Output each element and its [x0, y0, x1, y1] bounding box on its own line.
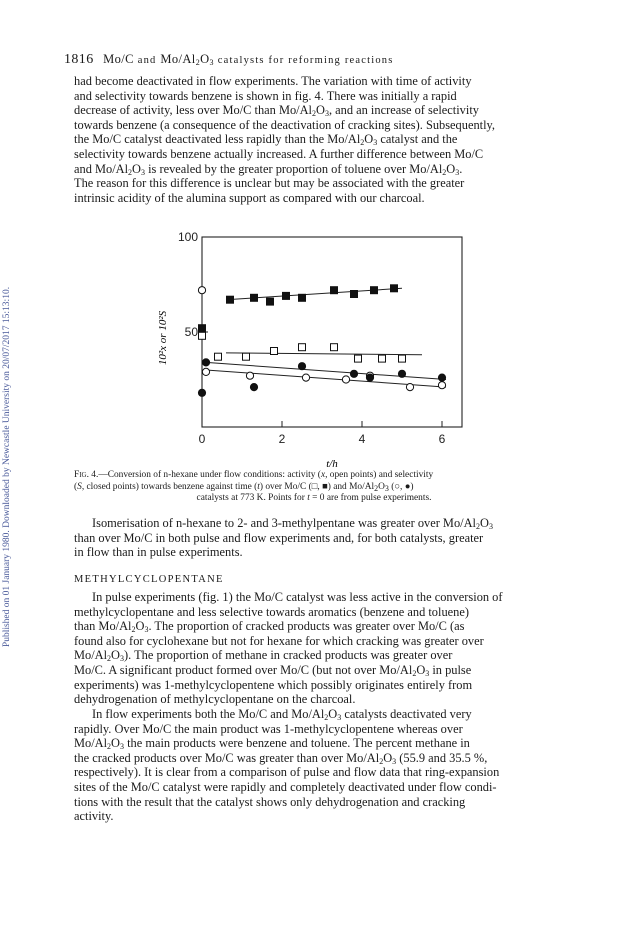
open-square-point: [331, 344, 338, 351]
paragraph-flow-deactivation: had become deactivated in flow experiments. The variation with time of activity and selectivity towards benzene is shown in fig. 4. There was initially a rapid decrease of activity, less over Mo/C than $Mo/Al_2O_3$, and an increase of selectivity towards benzene (a consequence of the deactivation of cracking sites). Subsequently, the Mo/C catalyst deactivated less rapidly than the $Mo/Al_2O_3$ catalyst and the selectivity towards benzene actually increased. A further difference between Mo/C and $Mo/Al_2O_3$ is revealed by the greater proportion of toluene over $Mo/Al_2O_3$. The reason for this difference is unclear but may be associated with the greater intrinsic acidity of the alumina support as compared with our charcoal.: [74, 74, 496, 205]
filled-circle-point: [202, 359, 209, 366]
x-tick-label: 6: [438, 432, 446, 446]
y-tick-label: 100: [177, 230, 198, 244]
x-tick-label: 0: [198, 432, 206, 446]
plot-frame: [202, 237, 462, 427]
page-number: 1816: [64, 52, 94, 67]
open-square-point: [355, 355, 362, 362]
paragraph-flow-experiments: In flow experiments both the Mo/C and $Mo/Al_2O_3$ catalysts deactivated very rapidly. Over Mo/C the main product was 1-methylcyclopentene whereas over $Mo/Al_2O_3$ the main products were benzene and toluene. The percent methane in the cracked products over Mo/C was greater than over $Mo/Al_2O_3$ (55.9 and 35.5 %, respectively). It is clear from a comparison of pulse and flow data that ring-expansion sites of the Mo/C catalyst were rapidly and completely deactivated under flow condi- tions with the result that the catalyst shows only dehydrogenation and cracking activity.: [74, 707, 500, 824]
open-square-point: [243, 353, 250, 360]
open-circle-point: [246, 372, 253, 379]
filled-square-point: [283, 292, 290, 299]
open-square-point: [215, 353, 222, 360]
trend-line: [226, 353, 422, 355]
x-tick-label: 2: [278, 432, 286, 446]
open-circle-point: [198, 287, 205, 294]
open-square-point: [299, 344, 306, 351]
filled-circle-point: [398, 370, 405, 377]
filled-square-point: [371, 287, 378, 294]
filled-circle-point: [198, 389, 205, 396]
open-square-point: [399, 355, 406, 362]
filled-circle-point: [250, 384, 257, 391]
filled-square-point: [251, 294, 258, 301]
paragraph-pulse-experiments: In pulse experiments (fig. 1) the Mo/C catalyst was less active in the conversion of methylcyclopentane and less selective towards aromatics (benzene and toluene) than $Mo/Al_2O_3$. The proportion of cracked products was greater over Mo/C (as found also for cyclohexane but not for hexane for which cracking was greater over $Mo/Al_2O_3$). The proportion of methane in cracked products was greater over Mo/C. A significant product formed over Mo/C (but not over $Mo/Al_2O_3$ in pulse experiments) was 1-methylcyclopentene which possibly originates entirely from dehydrogenation of methylcyclopentane on the charcoal.: [74, 590, 503, 707]
filled-square-point: [391, 285, 398, 292]
paragraph-isomerisation: Isomerisation of n-hexane to 2- and 3-methylpentane was greater over $Mo/Al_2O_3$ than over Mo/C in both pulse and flow experiments and, for both catalysts, greater in flow than in pulse experiments.: [74, 516, 493, 560]
chart-axes: [178, 230, 462, 446]
filled-circle-point: [366, 374, 373, 381]
filled-circle-point: [438, 374, 445, 381]
x-axis-label: t/h: [326, 458, 338, 470]
trend-line: [206, 362, 446, 379]
open-square-point: [271, 348, 278, 355]
open-square-point: [379, 355, 386, 362]
filled-square-point: [331, 287, 338, 294]
open-circle-point: [342, 376, 349, 383]
y-axis-label: 10²x or 10²S: [157, 310, 169, 366]
figure-4-chart: [140, 225, 480, 470]
filled-square-point: [199, 325, 206, 332]
filled-square-point: [299, 294, 306, 301]
download-watermark: Published on 01 January 1980. Downloaded by Newcastle University on 20/07/2017 15:13:10.: [2, 286, 12, 648]
section-heading: METHYLCYCLOPENTANE: [74, 574, 224, 585]
chart-trend-lines: [206, 288, 446, 387]
open-circle-point: [202, 368, 209, 375]
chart-points: [198, 285, 445, 397]
filled-circle-point: [350, 370, 357, 377]
y-tick-label: 50: [184, 325, 198, 339]
open-circle-point: [438, 382, 445, 389]
filled-square-point: [351, 291, 358, 298]
filled-square-point: [227, 296, 234, 303]
filled-square-point: [267, 298, 274, 305]
figure-caption: Fig. 4.—Conversion of n-hexane under flow conditions: activity (x, open points) and selectivity (S, closed points) towards benzene against time (t) over Mo/C (□, ■) and $Mo/Al_2O_3$ (○, ●) catalysts at 773 K. Points for t = 0 are from pulse experiments.: [74, 470, 434, 504]
open-square-point: [199, 332, 206, 339]
running-header: 1816 Mo/C and $Mo/Al_2O_3$ catalysts for reforming reactions: [64, 52, 394, 67]
x-tick-label: 4: [358, 432, 366, 446]
filled-circle-point: [298, 363, 305, 370]
open-circle-point: [406, 384, 413, 391]
open-circle-point: [302, 374, 309, 381]
